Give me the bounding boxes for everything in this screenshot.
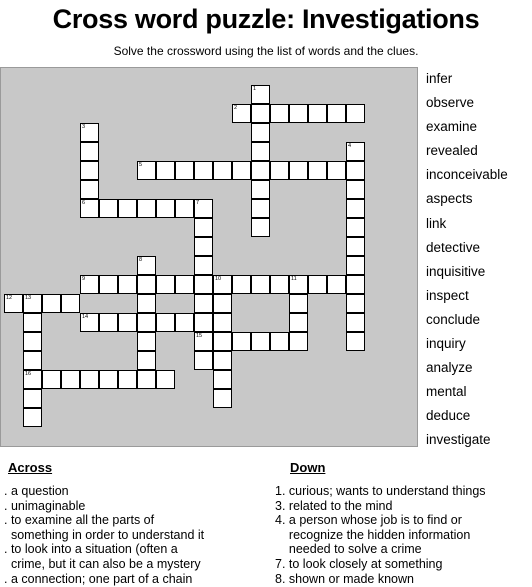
clue-number: 3. [275,498,289,513]
crossword-cell[interactable] [346,180,365,199]
crossword-cell[interactable] [213,389,232,408]
crossword-cell[interactable] [156,199,175,218]
crossword-grid [0,67,418,447]
crossword-cell[interactable] [4,294,23,313]
crossword-cell[interactable] [137,370,156,389]
word-bank-item: examine [426,119,478,135]
crossword-cell[interactable] [327,161,346,180]
clue-text: curious; wants to understand things [288,484,486,498]
crossword-cell[interactable] [194,237,213,256]
crossword-cell[interactable] [327,275,346,294]
crossword-cell[interactable] [213,275,232,294]
across-heading: Across [8,460,53,475]
crossword-cell[interactable] [42,370,61,389]
clue-number-label: 6 [82,200,86,206]
crossword-cell[interactable] [289,332,308,351]
crossword-cell[interactable] [194,294,213,313]
word-bank-item: inspect [426,287,469,303]
down-heading: Down [290,460,326,475]
clue-number-label: 1 [253,86,257,92]
crossword-cell[interactable] [194,351,213,370]
crossword-cell[interactable] [346,294,365,313]
crossword-cell[interactable] [42,294,61,313]
across-clue [4,572,266,587]
clue-number-label: 7 [196,200,200,206]
crossword-cell[interactable] [289,294,308,313]
crossword-cell[interactable] [156,313,175,332]
crossword-cell[interactable] [232,275,251,294]
crossword-cell[interactable] [232,104,251,123]
clue-number-label: 5 [139,162,143,168]
crossword-cell[interactable] [270,275,289,294]
crossword-cell[interactable] [270,332,289,351]
crossword-cell[interactable] [118,370,137,389]
clue-number: 4. [275,513,289,528]
crossword-cell[interactable] [289,275,308,294]
word-bank-item: aspects [426,191,473,207]
crossword-cell[interactable] [346,237,365,256]
clue-text: unimaginable [10,498,86,513]
crossword-cell[interactable] [23,408,42,427]
crossword-cell[interactable] [23,294,42,313]
crossword-cell[interactable] [346,256,365,275]
across-clue [4,513,266,542]
crossword-cell[interactable] [251,332,270,351]
crossword-cell[interactable] [251,142,270,161]
crossword-cell[interactable] [99,199,118,218]
crossword-cell[interactable] [232,332,251,351]
down-clues [275,484,532,586]
crossword-cell[interactable] [80,313,99,332]
word-bank-item: analyze [426,360,473,376]
crossword-cell[interactable] [137,275,156,294]
crossword-cell[interactable] [213,294,232,313]
clue-number-label: 10 [215,276,222,282]
across-clue [4,484,266,499]
clue-number-label: 3 [82,124,86,130]
crossword-cell[interactable] [213,313,232,332]
clue-number-label: 4 [348,143,352,149]
clue-number: . [4,571,11,586]
word-bank-item: deduce [426,408,471,424]
down-clue [275,557,532,572]
crossword-cell[interactable] [137,332,156,351]
crossword-cell[interactable] [251,180,270,199]
crossword-cell[interactable] [23,370,42,389]
clue-text: a connection; one part of a chain [10,571,193,586]
crossword-cell[interactable] [137,199,156,218]
word-bank-item: link [426,215,447,231]
down-clue [275,484,532,499]
clue-number-label: 16 [25,371,32,377]
crossword-cell[interactable] [213,370,232,389]
crossword-cell[interactable] [213,332,232,351]
crossword-cell[interactable] [346,199,365,218]
crossword-cell[interactable] [251,104,270,123]
clue-text: a person whose job is to find or recognize the hidden information needed to solve a crime [288,513,471,557]
word-bank-item: revealed [426,143,478,159]
clue-number-label: 12 [6,295,13,301]
crossword-cell[interactable] [251,218,270,237]
crossword-cell[interactable] [251,199,270,218]
word-bank-item: infer [426,71,453,86]
across-clue [4,499,266,514]
crossword-cell[interactable] [80,370,99,389]
crossword-cell[interactable] [308,275,327,294]
down-clue [275,572,532,587]
word-bank-item: inquisitive [426,263,486,279]
crossword-cell[interactable] [308,161,327,180]
crossword-cell[interactable] [194,256,213,275]
clue-text: to examine all the parts of something in order to understand it [10,513,205,542]
crossword-cell[interactable] [289,104,308,123]
crossword-cell[interactable] [194,332,213,351]
across-clue [4,542,266,571]
crossword-cell[interactable] [251,161,270,180]
word-bank [426,70,532,456]
crossword-cell[interactable] [194,218,213,237]
crossword-cell[interactable] [232,161,251,180]
across-clues [4,484,266,586]
clue-number-label: 8 [139,257,143,263]
crossword-cell[interactable] [80,275,99,294]
crossword-cell[interactable] [194,161,213,180]
crossword-cell[interactable] [194,313,213,332]
crossword-cell[interactable] [346,218,365,237]
crossword-cell[interactable] [251,123,270,142]
crossword-cell[interactable] [118,313,137,332]
crossword-cell[interactable] [118,275,137,294]
crossword-cell[interactable] [194,275,213,294]
crossword-cell[interactable] [289,161,308,180]
crossword-cell[interactable] [23,351,42,370]
word-bank-item: mental [426,384,467,400]
clue-number: 8. [275,571,289,586]
crossword-cell[interactable] [80,142,99,161]
crossword-cell[interactable] [346,142,365,161]
crossword-cell[interactable] [137,313,156,332]
word-bank-item: detective [426,239,481,255]
clue-number: . [4,484,11,498]
crossword-cell[interactable] [137,161,156,180]
crossword-cell[interactable] [175,313,194,332]
crossword-cell[interactable] [270,104,289,123]
word-bank-item: investigate [426,432,491,448]
down-clue [275,499,532,514]
crossword-cell[interactable] [270,161,289,180]
crossword-cell[interactable] [23,313,42,332]
clue-text: to look closely at something [288,556,443,571]
crossword-cell[interactable] [137,256,156,275]
page-subtitle: Solve the crossword using the list of words and the clues. [113,44,419,58]
clue-number: 7. [275,556,289,571]
crossword-cell[interactable] [289,313,308,332]
crossword-cell[interactable] [156,275,175,294]
crossword-cell[interactable] [80,180,99,199]
word-bank-item: observe [426,95,475,111]
clue-text: to look into a situation (often a crime, but it can also be a mystery [10,542,201,571]
clue-number-label: 13 [25,295,32,301]
crossword-cell[interactable] [251,85,270,104]
crossword-cell[interactable] [137,351,156,370]
clue-text: a question [10,484,69,498]
crossword-cell[interactable] [80,123,99,142]
crossword-cell[interactable] [251,275,270,294]
crossword-cell[interactable] [80,161,99,180]
clue-number-label: 9 [82,276,86,282]
crossword-cell[interactable] [194,199,213,218]
clue-number-label: 2 [234,105,238,111]
page-title: Cross word puzzle: Investigations [52,4,480,34]
crossword-cell[interactable] [99,370,118,389]
clue-text: shown or made known [288,571,414,586]
crossword-cell[interactable] [156,370,175,389]
crossword-cell[interactable] [175,161,194,180]
clue-number: 1. [275,484,289,498]
crossword-cell[interactable] [156,161,175,180]
crossword-cell[interactable] [137,294,156,313]
crossword-cell[interactable] [23,332,42,351]
crossword-cell[interactable] [213,161,232,180]
clue-number: . [4,498,11,513]
crossword-cell[interactable] [175,275,194,294]
crossword-cell[interactable] [23,389,42,408]
clue-text: related to the mind [288,498,393,513]
crossword-cell[interactable] [99,313,118,332]
crossword-cell[interactable] [346,313,365,332]
crossword-cell[interactable] [118,199,137,218]
crossword-cell[interactable] [61,294,80,313]
word-bank-item: conclude [426,311,481,327]
crossword-cell[interactable] [99,275,118,294]
clue-number-label: 14 [82,314,89,320]
crossword-cell[interactable] [346,161,365,180]
crossword-cell[interactable] [61,370,80,389]
crossword-cell[interactable] [308,104,327,123]
down-clue [275,513,532,557]
clue-number: . [4,542,11,557]
clue-number-label: 11 [291,276,297,282]
clue-number-label: 15 [196,333,203,339]
crossword-cell[interactable] [346,275,365,294]
clue-number: . [4,513,11,528]
crossword-cell[interactable] [327,104,346,123]
crossword-cell[interactable] [80,199,99,218]
crossword-cell[interactable] [346,332,365,351]
crossword-cell[interactable] [175,199,194,218]
word-bank-item: inconceivable [426,167,508,183]
crossword-cell[interactable] [346,104,365,123]
word-bank-item: inquiry [426,336,466,352]
crossword-cell[interactable] [213,351,232,370]
